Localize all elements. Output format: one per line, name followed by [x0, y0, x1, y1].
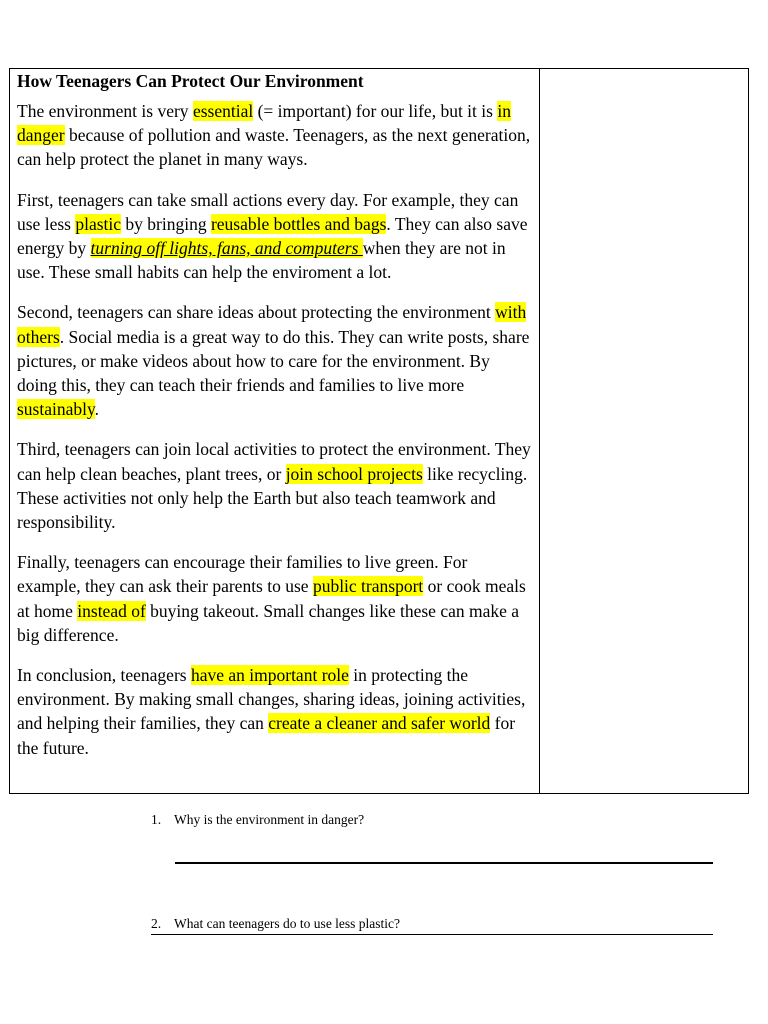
- highlight-reusable: reusable bottles and bags: [210, 213, 387, 234]
- answer-line-1[interactable]: [175, 862, 713, 864]
- article-title: How Teenagers Can Protect Our Environment: [17, 71, 364, 91]
- article-cell: [10, 69, 540, 793]
- text: . They can also save energy by: [17, 213, 528, 259]
- text: because of pollution and waste. Teenagers, as the next generation, can help protect the planet in many ways.: [17, 125, 531, 170]
- text: . Social media is a great way to do this. They can write posts, share pictures, or make videos about how to care for the environment. By doing this, they can teach their friends and families to live more: [17, 326, 530, 396]
- highlight-with-others: with others: [17, 302, 527, 347]
- paragraph-6: [17, 663, 532, 760]
- question-number: 2.: [151, 916, 162, 931]
- text: like recycling. These activities not only help the Earth but also teach teamwork and responsibility.: [17, 463, 528, 533]
- text: when they are not in use. These small habits can help the enviroment a lot.: [17, 238, 506, 283]
- answer-line-2[interactable]: [151, 934, 713, 935]
- paragraph-2: [17, 188, 532, 285]
- highlight-important-role: have an important role: [190, 665, 349, 686]
- highlight-cleaner-safer: create a cleaner and safer world: [268, 713, 491, 734]
- question-number: 1.: [151, 812, 162, 827]
- text: Finally, teenagers can encourage their families to live green. For example, they can ask their parents to use: [17, 552, 468, 597]
- text: in protecting the environment. By making small changes, sharing ideas, joining activities, and helping their families, they can: [17, 665, 526, 734]
- paragraph-3: [17, 300, 532, 421]
- text: Second, teenagers can share ideas about protecting the environment: [17, 302, 496, 323]
- text: In conclusion, teenagers: [17, 665, 191, 686]
- paragraph-4: [17, 437, 532, 534]
- highlight-in-danger: in danger: [17, 101, 511, 146]
- highlight-essential: essential: [192, 101, 254, 121]
- highlight-join-school-projects: join school projects: [285, 463, 423, 484]
- paragraph-1: [17, 99, 532, 172]
- highlight-plastic: plastic: [75, 213, 122, 234]
- highlight-public-transport: public transport: [312, 576, 424, 597]
- text: Third, teenagers can join local activities to protect the environment. They can help clean beaches, plant trees, or: [17, 439, 531, 484]
- question-text: Why is the environment in danger?: [174, 812, 365, 827]
- question-text: What can teenagers do to use less plastic?: [174, 916, 401, 931]
- text: buying takeout. Small changes like these can make a big difference.: [17, 600, 520, 645]
- article-table: [9, 68, 749, 794]
- text: or cook meals at home: [17, 576, 526, 621]
- text: The environment is very: [17, 101, 193, 121]
- highlight-instead-of: instead of: [77, 600, 146, 621]
- text: First, teenagers can take small actions every day. For example, they can use less: [17, 189, 519, 234]
- highlight-turning-off: turning off lights, fans, and computers: [90, 238, 363, 259]
- highlight-sustainably: sustainably: [17, 399, 95, 420]
- paragraph-5: [17, 550, 532, 647]
- text: (= important) for our life, but it is: [253, 101, 498, 121]
- text: by bringing: [121, 213, 211, 234]
- empty-side-cell: [540, 69, 748, 793]
- text: .: [94, 399, 99, 420]
- text: for the future.: [17, 713, 516, 758]
